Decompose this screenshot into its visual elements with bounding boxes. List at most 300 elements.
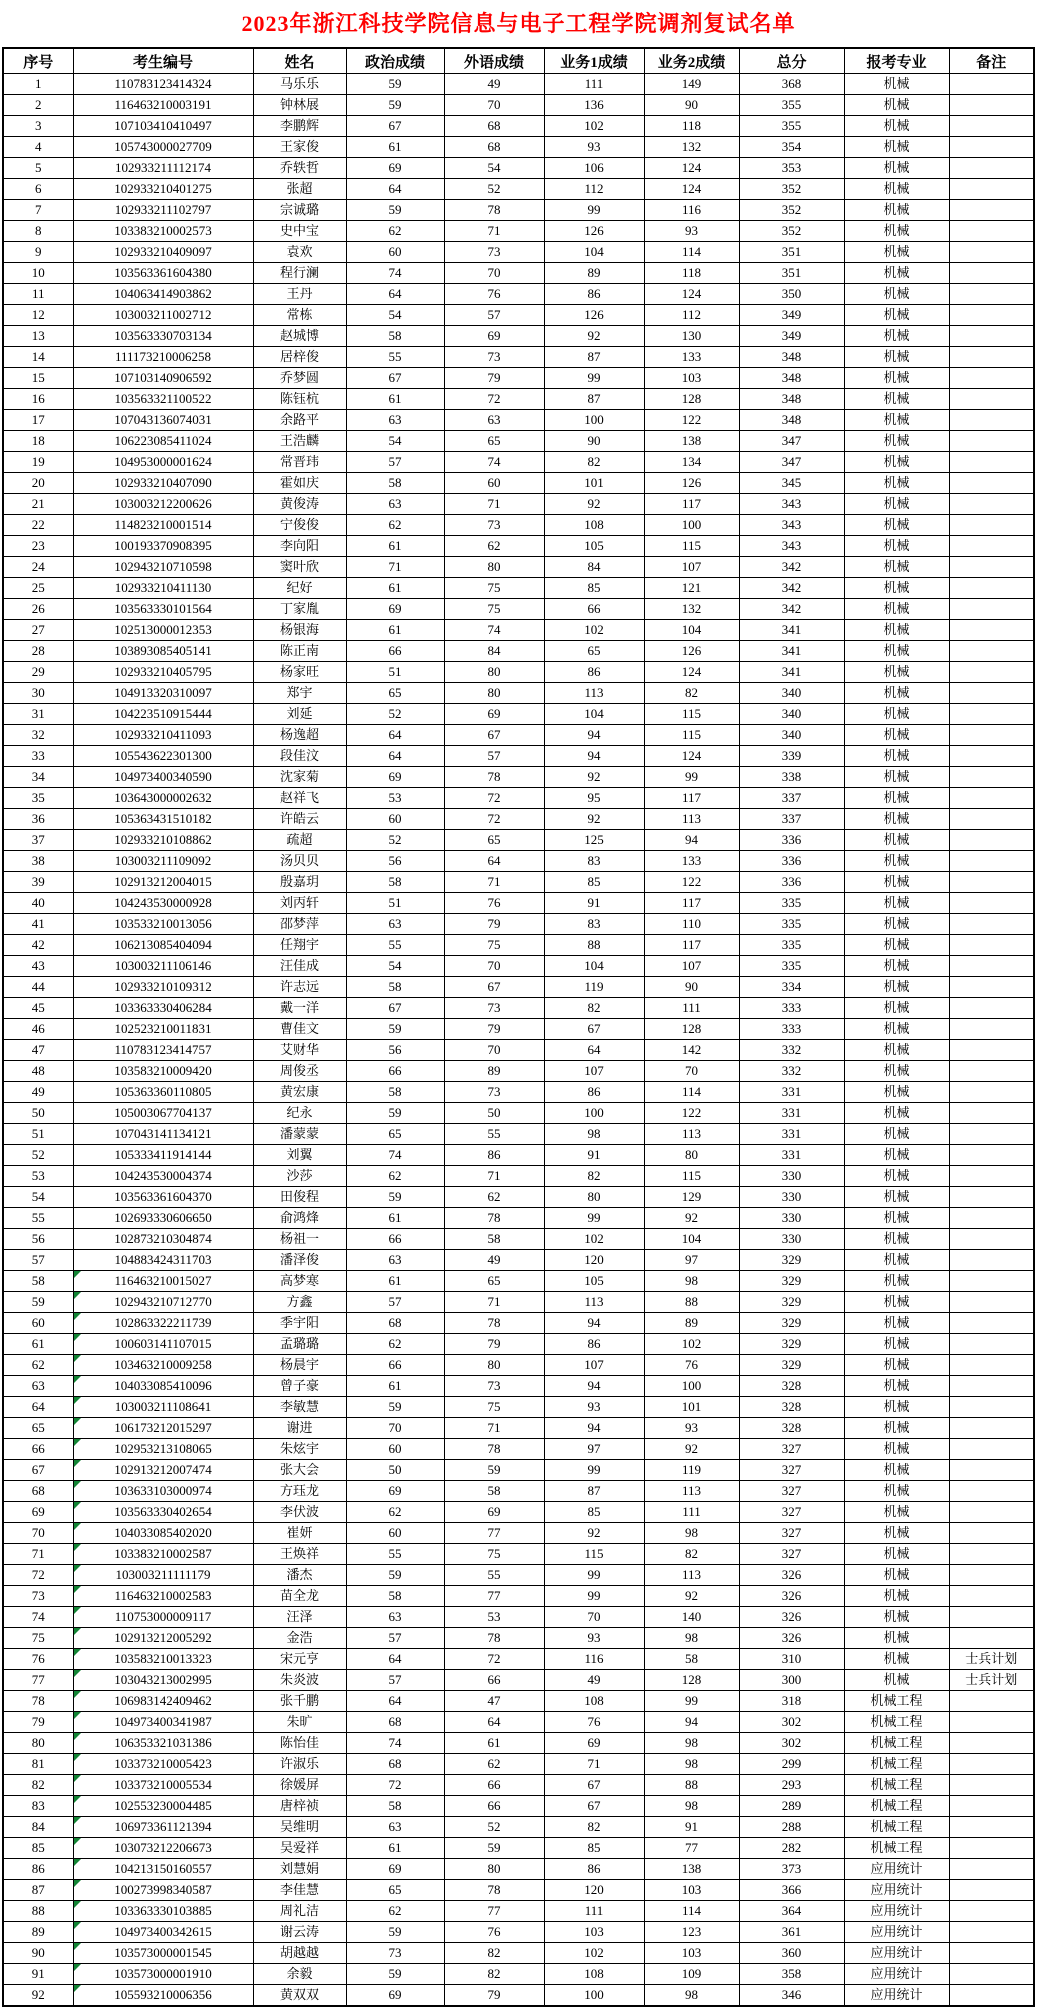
cell-subject1-score: [544, 1292, 644, 1313]
cell-remark: [949, 158, 1034, 179]
cell-text: 78: [487, 1441, 501, 1456]
cell-applied-major: [844, 1544, 949, 1565]
cell-text: 73: [31, 1588, 45, 1603]
cell-text: 62: [487, 1189, 501, 1204]
cell-text: 103373210005423: [114, 1756, 212, 1771]
cell-text: 许皓云: [279, 811, 319, 826]
cell-politics-score: [346, 242, 444, 263]
cell-name: [253, 410, 346, 431]
cell-text: 289: [781, 1798, 802, 1813]
cell-no: [3, 1250, 73, 1271]
cell-text: 107: [681, 958, 702, 973]
cell-name: [253, 956, 346, 977]
cell-total-score: [739, 1229, 844, 1250]
cell-remark: [949, 1145, 1034, 1166]
cell-text: 54: [388, 307, 402, 322]
cell-text: 60: [388, 244, 402, 259]
cell-politics-score: [346, 1292, 444, 1313]
cell-politics-score: [346, 1145, 444, 1166]
cell-no: [3, 473, 73, 494]
cell-total-score: [739, 1859, 844, 1880]
cell-text: 100603141107015: [114, 1336, 212, 1351]
cell-text: 机械: [883, 1315, 910, 1330]
cell-subject2-score: [644, 872, 739, 893]
cell-politics-score: [346, 1733, 444, 1754]
cell-no: [3, 1376, 73, 1397]
cell-name: [253, 578, 346, 599]
cell-text: 22: [31, 517, 45, 532]
cell-text: 70: [487, 1042, 501, 1057]
cell-foreign-lang-score: [444, 452, 544, 473]
cell-no: [3, 515, 73, 536]
cell-no: [3, 1838, 73, 1859]
cell-candidate-id: [73, 1103, 253, 1124]
cell-candidate-id: [73, 326, 253, 347]
cell-applied-major: [844, 956, 949, 977]
cell-remark: [949, 1124, 1034, 1145]
cell-name: [253, 1229, 346, 1250]
cell-subject1-score: [544, 1313, 644, 1334]
cell-foreign-lang-score: [444, 1670, 544, 1691]
cell-text: 66: [487, 1672, 501, 1687]
cell-text: 程行澜: [279, 265, 319, 280]
cell-no: [3, 1901, 73, 1922]
cell-politics-score: [346, 1250, 444, 1271]
cell-total-score: [739, 1250, 844, 1271]
cell-text: 机械: [883, 1231, 910, 1246]
cell-remark: [949, 557, 1034, 578]
cell-candidate-id: [73, 1271, 253, 1292]
cell-foreign-lang-score: [444, 431, 544, 452]
cell-foreign-lang-score: [444, 1292, 544, 1313]
cell-name: [253, 809, 346, 830]
cell-text: 69: [388, 1861, 402, 1876]
cell-text: 史中宝: [279, 223, 319, 238]
cell-subject2-score: [644, 893, 739, 914]
cell-applied-major: [844, 431, 949, 452]
cell-text: 45: [31, 1000, 45, 1015]
cell-name: [253, 1544, 346, 1565]
cell-total-score: [739, 536, 844, 557]
cell-text: 92: [587, 496, 601, 511]
cell-text: 327: [781, 1546, 802, 1561]
cell-foreign-lang-score: [444, 956, 544, 977]
table-row: [3, 1145, 1034, 1166]
cell-foreign-lang-score: [444, 998, 544, 1019]
cell-name: [253, 1649, 346, 1670]
cell-text: 71: [487, 1168, 501, 1183]
cell-name: [253, 1481, 346, 1502]
cell-text: 机械: [883, 1525, 910, 1540]
cell-text: 19: [31, 454, 45, 469]
cell-text: 59: [388, 1189, 402, 1204]
cell-total-score: [739, 1754, 844, 1775]
cell-foreign-lang-score: [444, 1082, 544, 1103]
table-row: [3, 1481, 1034, 1502]
cell-candidate-id: [73, 1082, 253, 1103]
cell-total-score: [739, 221, 844, 242]
cell-remark: [949, 1628, 1034, 1649]
cell-text: 机械: [883, 160, 910, 175]
cell-remark: [949, 725, 1034, 746]
cell-applied-major: [844, 1124, 949, 1145]
cell-applied-major: [844, 1628, 949, 1649]
cell-text: 355: [781, 118, 802, 133]
cell-text: 349: [781, 307, 802, 322]
cell-no: [3, 1670, 73, 1691]
table-row: [3, 368, 1034, 389]
cell-remark: [949, 95, 1034, 116]
cell-candidate-id: [73, 200, 253, 221]
cell-foreign-lang-score: [444, 1103, 544, 1124]
cell-no: [3, 326, 73, 347]
cell-text: 91: [31, 1966, 45, 1981]
cell-foreign-lang-score: [444, 1418, 544, 1439]
cell-text: 94: [587, 1315, 601, 1330]
cell-candidate-id: [73, 1733, 253, 1754]
cell-flag-triangle-icon: [74, 1691, 81, 1698]
cell-subject2-score: [644, 1859, 739, 1880]
cell-text: 84: [587, 559, 601, 574]
cell-text: 士兵计划: [965, 1672, 1018, 1687]
cell-candidate-id: [73, 1019, 253, 1040]
cell-text: 51: [388, 664, 402, 679]
cell-text: 341: [781, 664, 802, 679]
cell-candidate-id: [73, 1628, 253, 1649]
cell-total-score: [739, 1208, 844, 1229]
cell-text: 93: [587, 1399, 601, 1414]
cell-remark: [949, 1418, 1034, 1439]
cell-subject2-score: [644, 1775, 739, 1796]
cell-text: 王焕祥: [279, 1546, 319, 1561]
cell-politics-score: [346, 1019, 444, 1040]
cell-subject1-score: [544, 1481, 644, 1502]
cell-text: 113: [584, 685, 604, 700]
cell-text: 27: [31, 622, 45, 637]
cell-text: 326: [781, 1630, 802, 1645]
cell-subject1-score: [544, 977, 644, 998]
cell-total-score: [739, 1166, 844, 1187]
cell-foreign-lang-score: [444, 977, 544, 998]
cell-flag-triangle-icon: [74, 1292, 81, 1299]
cell-no: [3, 1460, 73, 1481]
cell-text: 67: [487, 979, 501, 994]
cell-remark: [949, 137, 1034, 158]
cell-text: 136: [584, 97, 604, 112]
cell-text: 59: [388, 1399, 402, 1414]
cell-text: 常晋玮: [279, 454, 319, 469]
table-row: [3, 536, 1034, 557]
cell-flag-triangle-icon: [74, 1733, 81, 1740]
cell-no: [3, 74, 73, 95]
cell-text: 机械: [883, 496, 910, 511]
cell-name: [253, 1754, 346, 1775]
cell-foreign-lang-score: [444, 1229, 544, 1250]
cell-text: 机械: [883, 349, 910, 364]
cell-subject1-score: [544, 1649, 644, 1670]
cell-text: 机械: [883, 454, 910, 469]
cell-remark: [949, 515, 1034, 536]
cell-text: 107103410410497: [114, 118, 212, 133]
cell-foreign-lang-score: [444, 1460, 544, 1481]
cell-flag-triangle-icon: [74, 1502, 81, 1509]
cell-text: 机械: [883, 1441, 910, 1456]
cell-text: 霍如庆: [279, 475, 319, 490]
cell-total-score: [739, 1502, 844, 1523]
cell-total-score: [739, 431, 844, 452]
cell-subject1-score: [544, 725, 644, 746]
cell-total-score: [739, 1271, 844, 1292]
cell-no: [3, 998, 73, 1019]
cell-foreign-lang-score: [444, 683, 544, 704]
cell-text: 金浩: [286, 1630, 313, 1645]
cell-text: 机械: [883, 1105, 910, 1120]
cell-subject2-score: [644, 431, 739, 452]
table-row: [3, 158, 1034, 179]
cell-name: [253, 620, 346, 641]
cell-politics-score: [346, 263, 444, 284]
cell-text: 69: [487, 706, 501, 721]
cell-text: 机械工程: [870, 1798, 923, 1813]
cell-text: 336: [781, 832, 802, 847]
cell-text: 77: [487, 1588, 501, 1603]
cell-foreign-lang-score: [444, 893, 544, 914]
cell-text: 77: [487, 1525, 501, 1540]
cell-text: 机械: [883, 895, 910, 910]
cell-text: 34: [31, 769, 45, 784]
cell-text: 77: [487, 1903, 501, 1918]
cell-subject1-score: [544, 452, 644, 473]
cell-text: 机械: [883, 727, 910, 742]
table-row: [3, 1922, 1034, 1943]
table-row: [3, 1502, 1034, 1523]
cell-text: 97: [685, 1252, 698, 1267]
cell-text: 55: [388, 349, 402, 364]
cell-text: 104: [584, 706, 604, 721]
cell-text: 4: [35, 139, 42, 154]
cell-total-score: [739, 242, 844, 263]
table-row: [3, 872, 1034, 893]
cell-total-score: [739, 1061, 844, 1082]
cell-text: 宁俊俊: [279, 517, 319, 532]
cell-applied-major: [844, 1943, 949, 1964]
cell-total-score: [739, 74, 844, 95]
cell-politics-score: [346, 452, 444, 473]
table-row: [3, 1040, 1034, 1061]
cell-foreign-lang-score: [444, 137, 544, 158]
cell-text: 99: [587, 1567, 601, 1582]
cell-text: 丁家胤: [279, 601, 319, 616]
cell-text: 54: [487, 160, 501, 175]
cell-subject2-score: [644, 641, 739, 662]
cell-name: [253, 284, 346, 305]
cell-name: [253, 1502, 346, 1523]
cell-no: [3, 1796, 73, 1817]
cell-flag-triangle-icon: [74, 1628, 81, 1635]
cell-politics-score: [346, 1985, 444, 2007]
cell-foreign-lang-score: [444, 1271, 544, 1292]
cell-text: 58: [388, 979, 402, 994]
cell-total-score: [739, 347, 844, 368]
cell-text: 赵祥飞: [279, 790, 319, 805]
table-row: [3, 1439, 1034, 1460]
cell-text: 59: [388, 1105, 402, 1120]
table-row: [3, 998, 1034, 1019]
cell-subject1-score: [544, 1103, 644, 1124]
cell-text: 55: [388, 1546, 402, 1561]
table-row: [3, 1796, 1034, 1817]
table-row: [3, 1250, 1034, 1271]
cell-candidate-id: [73, 1187, 253, 1208]
cell-remark: [949, 1355, 1034, 1376]
cell-subject1-score: [544, 1334, 644, 1355]
cell-foreign-lang-score: [444, 1607, 544, 1628]
cell-applied-major: [844, 872, 949, 893]
cell-text: 机械: [883, 1546, 910, 1561]
cell-text: 93: [587, 1630, 601, 1645]
cell-text: 98: [685, 1525, 698, 1540]
cell-candidate-id: [73, 1922, 253, 1943]
cell-text: 102693330606650: [114, 1210, 212, 1225]
cell-candidate-id: [73, 242, 253, 263]
cell-text: 88: [685, 1777, 698, 1792]
cell-subject2-score: [644, 1649, 739, 1670]
cell-remark: [949, 1019, 1034, 1040]
cell-text: 86: [587, 664, 601, 679]
cell-text: 92: [31, 1987, 45, 2002]
cell-politics-score: [346, 1418, 444, 1439]
cell-subject1-score: [544, 536, 644, 557]
cell-text: 75: [487, 1399, 501, 1414]
cell-text: 方鑫: [286, 1294, 313, 1309]
cell-text: 8: [35, 223, 42, 238]
cell-text: 40: [31, 895, 45, 910]
cell-text: 49: [31, 1084, 45, 1099]
cell-text: 354: [781, 139, 802, 154]
cell-subject1-score: [544, 242, 644, 263]
cell-text: 104: [681, 622, 702, 637]
cell-text: 78: [487, 1315, 501, 1330]
cell-politics-score: [346, 347, 444, 368]
cell-subject2-score: [644, 74, 739, 95]
cell-text: 140: [681, 1609, 702, 1624]
cell-politics-score: [346, 1376, 444, 1397]
cell-text: 70: [31, 1525, 45, 1540]
cell-text: 59: [388, 76, 402, 91]
cell-text: 336: [781, 853, 802, 868]
cell-text: 299: [781, 1756, 802, 1771]
cell-candidate-id: [73, 872, 253, 893]
cell-text: 53: [31, 1168, 45, 1183]
cell-text: 352: [781, 223, 802, 238]
cell-remark: [949, 347, 1034, 368]
cell-text: 机械: [883, 286, 910, 301]
cell-text: 49: [487, 76, 501, 91]
cell-text: 115: [584, 1546, 604, 1561]
cell-no: [3, 221, 73, 242]
cell-text: 338: [781, 769, 802, 784]
cell-flag-triangle-icon: [74, 1649, 81, 1656]
cell-text: 58: [388, 475, 402, 490]
cell-total-score: [739, 998, 844, 1019]
cell-name: [253, 389, 346, 410]
cell-text: 70: [487, 958, 501, 973]
cell-total-score: [739, 1565, 844, 1586]
cell-text: 应用统计: [870, 1966, 923, 1981]
cell-politics-score: [346, 620, 444, 641]
cell-text: 142: [681, 1042, 702, 1057]
cell-no: [3, 620, 73, 641]
cell-total-score: [739, 1922, 844, 1943]
cell-text: 327: [781, 1441, 802, 1456]
cell-text: 104: [584, 958, 604, 973]
cell-text: 90: [587, 433, 601, 448]
cell-text: 58: [388, 1588, 402, 1603]
cell-text: 104213150160557: [114, 1861, 212, 1876]
cell-text: 方珏龙: [279, 1483, 319, 1498]
cell-text: 104033085410096: [114, 1378, 212, 1393]
cell-no: [3, 1544, 73, 1565]
cell-text: 57: [487, 307, 501, 322]
cell-total-score: [739, 1586, 844, 1607]
cell-total-score: [739, 1187, 844, 1208]
table-row: [3, 1859, 1034, 1880]
cell-text: 机械: [883, 622, 910, 637]
cell-flag-triangle-icon: [74, 1271, 81, 1278]
cell-subject1-score: [544, 326, 644, 347]
cell-text: 103573000001910: [114, 1966, 212, 1981]
cell-foreign-lang-score: [444, 1544, 544, 1565]
page-title: 2023年浙江科技学院信息与电子工程学院调剂复试名单: [241, 11, 796, 36]
cell-remark: [949, 1859, 1034, 1880]
cell-name: [253, 1712, 346, 1733]
cell-candidate-id: [73, 620, 253, 641]
cell-name: [253, 473, 346, 494]
cell-text: 80: [487, 685, 501, 700]
cell-subject2-score: [644, 578, 739, 599]
cell-applied-major: [844, 1565, 949, 1586]
cell-no: [3, 410, 73, 431]
cell-flag-triangle-icon: [74, 1712, 81, 1719]
cell-text: 342: [781, 559, 802, 574]
cell-text: 机械: [883, 391, 910, 406]
cell-subject1-score: [544, 1439, 644, 1460]
cell-total-score: [739, 578, 844, 599]
cell-politics-score: [346, 1880, 444, 1901]
cell-foreign-lang-score: [444, 200, 544, 221]
cell-remark: [949, 74, 1034, 95]
cell-candidate-id: [73, 1901, 253, 1922]
cell-text: 329: [781, 1252, 802, 1267]
cell-text: 64: [587, 1042, 601, 1057]
cell-foreign-lang-score: [444, 557, 544, 578]
cell-candidate-id: [73, 221, 253, 242]
cell-text: 352: [781, 202, 802, 217]
cell-text: 98: [685, 1273, 698, 1288]
cell-text: 21: [31, 496, 45, 511]
cell-subject2-score: [644, 1145, 739, 1166]
cell-total-score: [739, 368, 844, 389]
cell-text: 57: [388, 454, 402, 469]
cell-text: 132: [681, 601, 702, 616]
cell-name: [253, 452, 346, 473]
cell-text: 54: [388, 433, 402, 448]
cell-name: [253, 893, 346, 914]
cell-subject1-score: [544, 1229, 644, 1250]
cell-applied-major: [844, 746, 949, 767]
cell-total-score: [739, 830, 844, 851]
cell-name: [253, 1964, 346, 1985]
